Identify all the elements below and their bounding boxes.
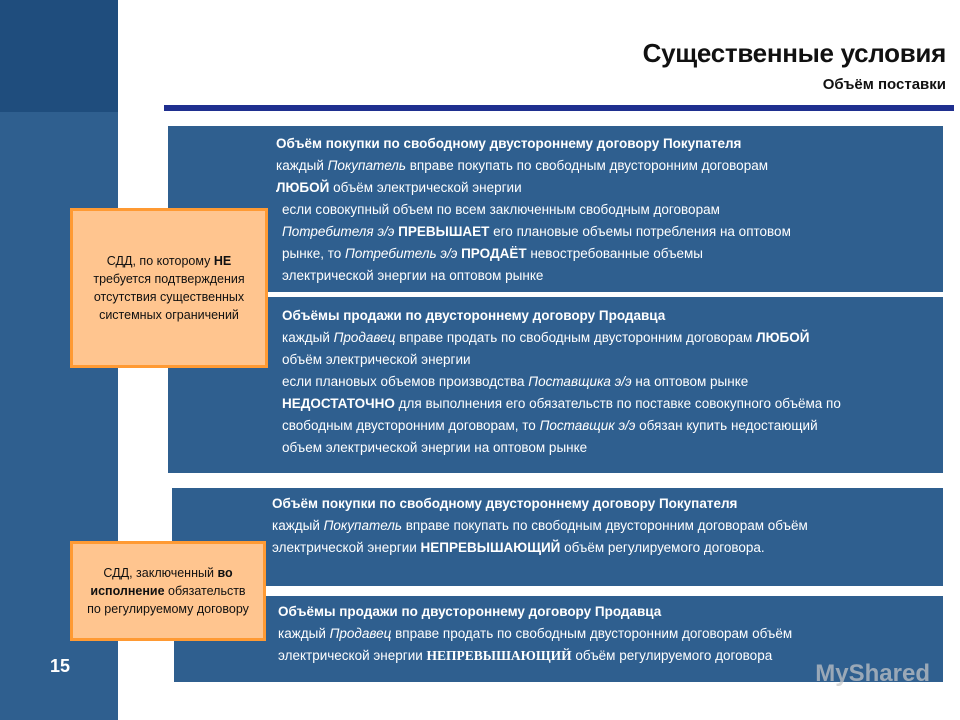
title-divider (164, 105, 954, 111)
text-segment: его плановые объемы потребления на оптовом (489, 224, 791, 239)
slide-title: Существенные условия (642, 38, 946, 68)
text-emphasis: Поставщика э/э (528, 374, 632, 389)
text-segment: вправе покупать по свободным двусторонним договорам объём (402, 518, 808, 533)
panel-line: если совокупный объем по всем заключенным свободным договорам (282, 202, 720, 217)
text-strong: ПРОДАЁТ (457, 246, 527, 261)
text-strong: НЕПРЕВЫШАЮЩИЙ (426, 648, 572, 663)
text-segment: объём электрической энергии (329, 180, 522, 195)
text-segment: свободным двусторонним договорам, то (282, 418, 540, 433)
text-strong: во исполнение (90, 566, 233, 598)
text-segment: рынке, то (282, 246, 346, 261)
text-strong: НЕДОСТАТОЧНО (282, 396, 395, 411)
panel-line: объем электрической энергии на оптовом рынке (282, 440, 588, 455)
text-segment: обязан купить недостающий (635, 418, 818, 433)
text-emphasis: Поставщик э/э (539, 418, 636, 433)
text-segment: СДД, заключенный (103, 566, 218, 580)
panel-line (282, 393, 933, 415)
text-emphasis: Потребитель э/э (345, 246, 458, 261)
text-emphasis: Покупатель (327, 158, 406, 173)
panel-line (272, 515, 933, 537)
text-segment: вправе продать по свободным двусторонним договорам объём (391, 626, 793, 641)
text-emphasis: Потребителя э/э (282, 224, 395, 239)
panel-heading: Объёмы продажи по двустороннему договору Продавца (278, 604, 662, 619)
seller-free-contract-panel (168, 297, 943, 473)
text-segment: объём регулируемого договора (571, 648, 773, 663)
text-segment: объём регулируемого договора. (560, 540, 765, 555)
slide-subtitle: Объём поставки (822, 76, 946, 93)
sidebar-top-block (0, 0, 118, 112)
text-segment: на оптовом рынке (631, 374, 749, 389)
panel-line (276, 177, 933, 199)
text-segment: если плановых объемов производства (282, 374, 529, 389)
text-segment: электрической энергии (272, 540, 421, 555)
text-emphasis: Продавец (329, 626, 392, 641)
text-segment: требуется подтверждения отсутствия существенных системных ограничений (93, 272, 245, 322)
text-segment: СДД, по которому (106, 254, 214, 268)
callout-no-confirmation (70, 208, 268, 368)
panel-line (276, 155, 933, 177)
panel-line (282, 371, 933, 393)
text-emphasis: Покупатель (323, 518, 402, 533)
callout-text (83, 252, 255, 324)
text-segment: вправе продать по свободным двусторонним договорам (395, 330, 757, 345)
text-strong: ЛЮБОЙ (756, 330, 810, 345)
text-strong: ЛЮБОЙ (276, 180, 330, 195)
text-strong: НЕПРЕВЫШАЮЩИЙ (420, 540, 561, 555)
panel-line (276, 221, 933, 243)
page-number: 15 (49, 656, 71, 676)
buyer-free-contract-panel (168, 126, 943, 292)
text-segment: обязательств по регулируемому договору (87, 584, 249, 616)
text-segment: электрической энергии (278, 648, 427, 663)
panel-heading: Объём покупки по свободному двустороннему договору Покупателя (272, 496, 738, 511)
panel-line: объём электрической энергии (282, 352, 471, 367)
text-segment: вправе покупать по свободным двусторонним договорам (406, 158, 768, 173)
text-segment: каждый (272, 518, 324, 533)
text-strong: НЕ (213, 254, 232, 268)
panel-line (282, 327, 933, 349)
text-segment: каждый (276, 158, 328, 173)
panel-line (278, 623, 933, 645)
panel-line (282, 415, 933, 437)
text-emphasis: Продавец (333, 330, 396, 345)
buyer-regulated-contract-panel (172, 488, 943, 586)
text-segment: для выполнения его обязательств по поставке совокупного объёма по (394, 396, 841, 411)
panel-line (272, 537, 933, 559)
callout-regulated-fulfillment (70, 541, 266, 641)
panel-line (276, 243, 933, 265)
text-segment: каждый (278, 626, 330, 641)
panel-heading: Объёмы продажи по двустороннему договору Продавца (282, 308, 666, 323)
panel-heading: Объём покупки по свободному двустороннему договору Покупателя (276, 136, 742, 151)
text-segment: невостребованные объемы (526, 246, 703, 261)
panel-line: электрической энергии на оптовом рынке (282, 268, 544, 283)
text-segment: каждый (282, 330, 334, 345)
callout-text (83, 564, 253, 618)
watermark-logo: MyShared (815, 660, 930, 687)
text-strong: ПРЕВЫШАЕТ (394, 224, 490, 239)
